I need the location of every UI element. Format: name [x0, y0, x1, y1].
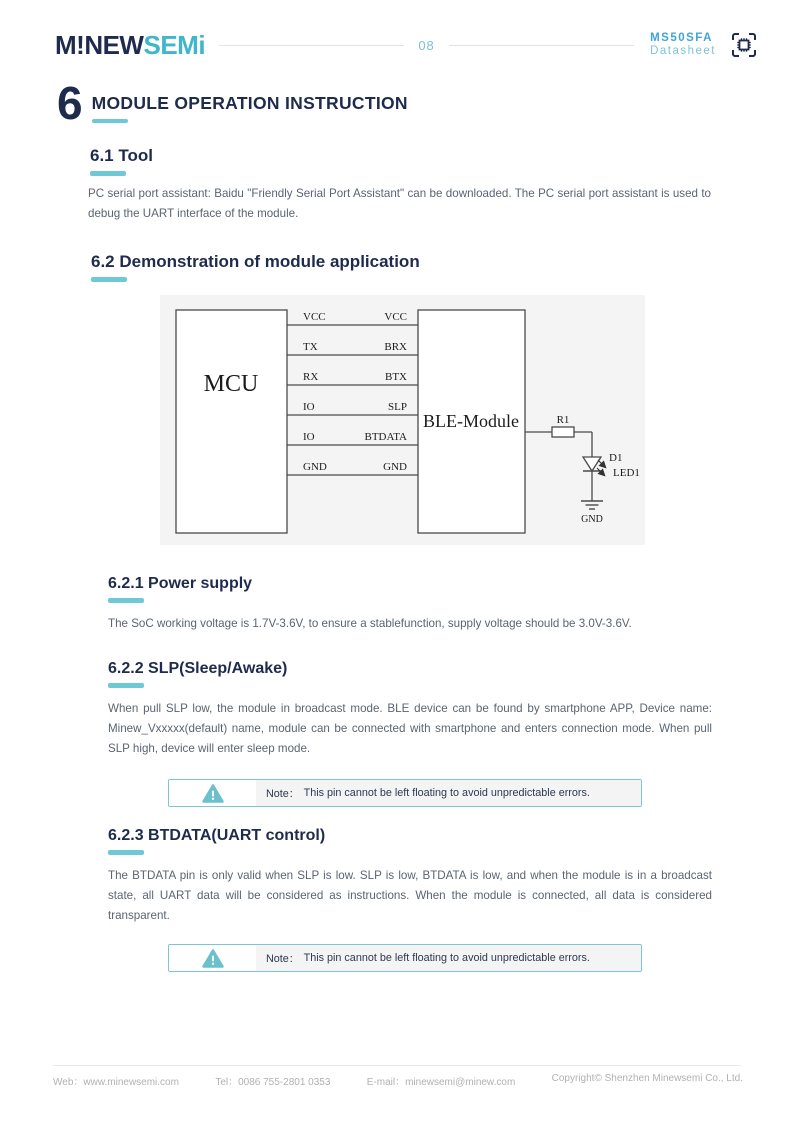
page-footer [53, 1073, 743, 1088]
ble-pin: SLP [388, 401, 407, 413]
ble-pin: GND [383, 461, 407, 473]
ble-pin: BTX [385, 371, 407, 383]
heading-6-2-1-text: 6.2.1 Power supply [108, 575, 253, 592]
chip-scan-icon [730, 31, 758, 59]
resistor-symbol [552, 427, 574, 437]
ground-symbol [581, 501, 603, 509]
footer-web: Web：www.minewsemi.com [53, 1077, 179, 1088]
heading-6-2-2 [108, 660, 287, 688]
footer-copyright: Copyright© Shenzhen Minewsemi Co., Ltd. [551, 1073, 743, 1084]
mcu-pin: RX [303, 371, 319, 383]
footer-email: E-mail：minewsemi@minew.com [366, 1077, 516, 1088]
document-id [650, 32, 716, 58]
note-icon-cell [169, 780, 256, 806]
accent-underline [91, 277, 127, 282]
accent-underline [108, 683, 144, 688]
led-symbol [583, 457, 605, 475]
slp-paragraph: When pull SLP low, the module in broadcast mode. BLE device can be found by smartphone APP, Device name: Minew_Vxxxxx(default) name, module can be connected with smartphone and enters connection mode. When pull SLP high, device will enter sleep mode. [108, 702, 712, 755]
ble-pin-labels [364, 311, 407, 473]
note-box [168, 779, 642, 807]
mcu-pin: TX [303, 341, 318, 353]
accent-underline [90, 171, 126, 176]
ble-module-label: BLE-Module [423, 411, 519, 431]
note-label: Note： [266, 952, 300, 965]
warning-icon [202, 784, 224, 803]
heading-6-2-1 [108, 575, 252, 603]
note-message: This pin cannot be left floating to avoid unpredictable errors. [303, 952, 590, 964]
note-message: This pin cannot be left floating to avoid unpredictable errors. [303, 787, 590, 799]
heading-6-2-3 [108, 827, 325, 855]
application-circuit-diagram [160, 295, 645, 545]
diode-label: D1 [609, 452, 623, 464]
ble-pin: BTDATA [364, 431, 407, 443]
header-divider-right [449, 45, 634, 46]
note-icon-cell [169, 945, 256, 971]
footer-tel: Tel：0086 755-2801 0353 [215, 1077, 331, 1088]
mcu-box [176, 310, 287, 533]
heading-6-2-3-text: 6.2.3 BTDATA(UART control) [108, 827, 326, 844]
section-6-header [57, 77, 408, 129]
ground-label: GND [581, 514, 603, 525]
section-number: 6 [57, 77, 83, 129]
note-text [256, 780, 641, 806]
document-type: Datasheet [650, 45, 716, 57]
mcu-label: MCU [203, 371, 259, 397]
page-header [55, 28, 758, 62]
accent-underline [92, 119, 128, 124]
document-model: MS50SFA [650, 31, 713, 44]
heading-6-1 [90, 146, 153, 176]
header-divider-left [219, 45, 404, 46]
tool-paragraph: PC serial port assistant: Baidu "Friendly Serial Port Assistant" can be downloaded. The PC serial port assistant is used to debug the UART interface of the module. [88, 187, 711, 220]
heading-6-2-2-text: 6.2.2 SLP(Sleep/Awake) [108, 660, 288, 677]
accent-underline [108, 598, 144, 603]
logo-text-primary: M!NEW [55, 29, 144, 60]
heading-6-1-text: 6.1 Tool [90, 146, 153, 165]
led-label: LED1 [613, 467, 640, 479]
ble-pin: BRX [384, 341, 407, 353]
mcu-pin: IO [303, 431, 315, 443]
note-label: Note： [266, 787, 300, 800]
mcu-pin: IO [303, 401, 315, 413]
heading-6-2-text: 6.2 Demonstration of module application [91, 252, 420, 271]
mcu-pin: VCC [303, 311, 326, 323]
mcu-pin: GND [303, 461, 327, 473]
minewsemi-logo [55, 30, 205, 61]
page-number: 08 [418, 37, 435, 53]
resistor-label: R1 [556, 414, 570, 426]
note-box [168, 944, 642, 972]
warning-icon [202, 949, 224, 968]
power-paragraph: The SoC working voltage is 1.7V-3.6V, to ensure a stablefunction, supply voltage should be 3.0V-3.6V. [108, 617, 632, 630]
heading-6-2 [91, 252, 420, 282]
section-title: MODULE OPERATION INSTRUCTION [91, 92, 408, 113]
ble-pin: VCC [384, 311, 407, 323]
accent-underline [108, 850, 144, 855]
mcu-pin-labels [303, 311, 327, 473]
note-text [256, 945, 641, 971]
btdata-paragraph: The BTDATA pin is only valid when SLP is low. SLP is low, BTDATA is low, and when the module is in a broadcast state, all UART data will be considered as instructions. When the module is connected, all data is considered transparent. [108, 869, 712, 922]
logo-text-secondary: SEMi [143, 29, 206, 60]
footer-divider [53, 1065, 741, 1066]
